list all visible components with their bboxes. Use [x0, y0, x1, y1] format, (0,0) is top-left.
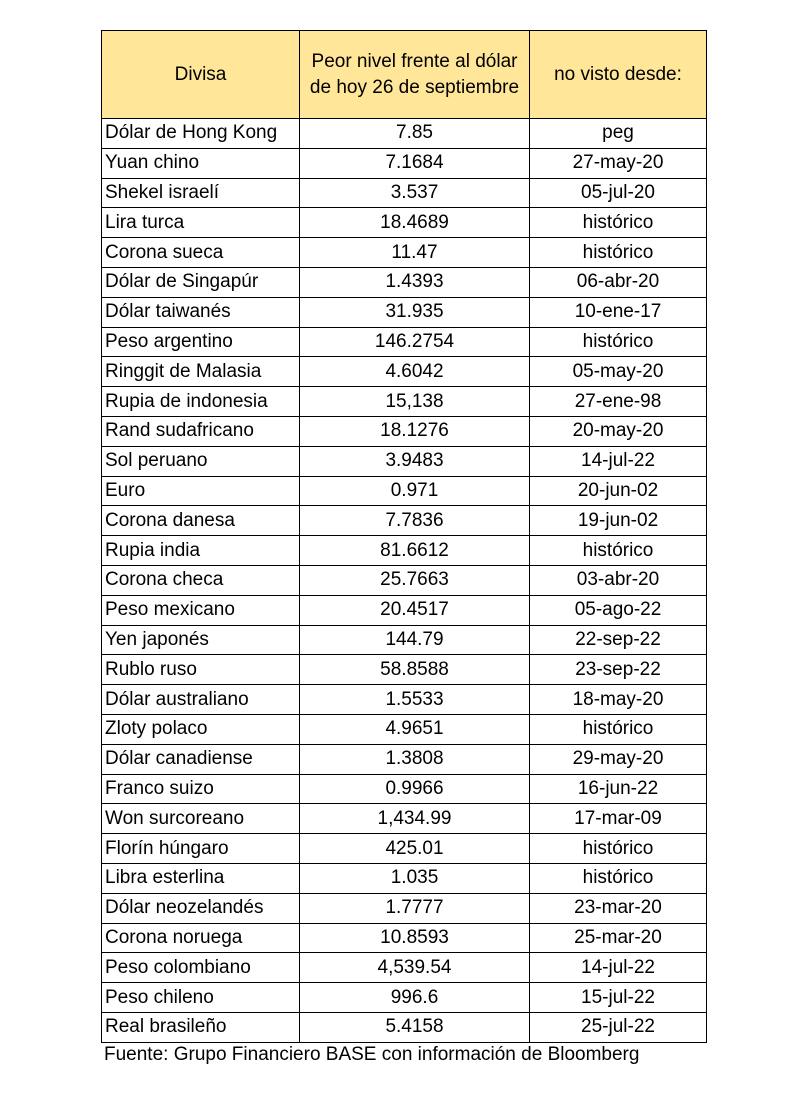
worst-level-cell: 5.4158 — [300, 1012, 530, 1042]
table-row — [102, 416, 707, 446]
currency-name-cell: Zloty polaco — [102, 714, 300, 744]
worst-level-cell: 31.935 — [300, 297, 530, 327]
not-seen-since-cell: 27-ene-98 — [530, 387, 707, 417]
header-currency: Divisa — [102, 31, 300, 119]
currency-name-cell: Dólar de Singapúr — [102, 267, 300, 297]
not-seen-since-cell: 05-jul-20 — [530, 178, 707, 208]
currency-name-cell: Ringgit de Malasia — [102, 357, 300, 387]
currency-name-cell: Corona danesa — [102, 506, 300, 536]
currency-name-cell: Won surcoreano — [102, 804, 300, 834]
currency-name-cell: Florín húngaro — [102, 834, 300, 864]
worst-level-cell: 1,434.99 — [300, 804, 530, 834]
not-seen-since-cell: 20-jun-02 — [530, 476, 707, 506]
not-seen-since-cell: 14-jul-22 — [530, 953, 707, 983]
not-seen-since-cell: 05-may-20 — [530, 357, 707, 387]
table-row — [102, 804, 707, 834]
table-row — [102, 893, 707, 923]
not-seen-since-cell: 25-mar-20 — [530, 923, 707, 953]
not-seen-since-cell: 10-ene-17 — [530, 297, 707, 327]
not-seen-since-cell: histórico — [530, 863, 707, 893]
worst-level-cell: 1.4393 — [300, 267, 530, 297]
not-seen-since-cell: 14-jul-22 — [530, 446, 707, 476]
worst-level-cell: 1.7777 — [300, 893, 530, 923]
worst-level-cell: 1.3808 — [300, 744, 530, 774]
currency-name-cell: Peso argentino — [102, 327, 300, 357]
currency-name-cell: Dólar de Hong Kong — [102, 119, 300, 149]
worst-level-cell: 7.7836 — [300, 506, 530, 536]
worst-level-cell: 7.85 — [300, 119, 530, 149]
table-row — [102, 685, 707, 715]
table-row — [102, 863, 707, 893]
header-worst-level: Peor nivel frente al dólar de hoy 26 de septiembre — [300, 31, 530, 119]
not-seen-since-cell: 17-mar-09 — [530, 804, 707, 834]
table-row — [102, 506, 707, 536]
currency-name-cell: Peso colombiano — [102, 953, 300, 983]
worst-level-cell: 4.9651 — [300, 714, 530, 744]
worst-level-cell: 81.6612 — [300, 536, 530, 566]
not-seen-since-cell: histórico — [530, 238, 707, 268]
table-row — [102, 774, 707, 804]
not-seen-since-cell: 05-ago-22 — [530, 595, 707, 625]
worst-level-cell: 996.6 — [300, 983, 530, 1013]
table-row — [102, 983, 707, 1013]
table-row — [102, 595, 707, 625]
table-row — [102, 565, 707, 595]
currency-name-cell: Corona sueca — [102, 238, 300, 268]
table-row — [102, 923, 707, 953]
table-row — [102, 1012, 707, 1042]
currency-name-cell: Dólar australiano — [102, 685, 300, 715]
currency-name-cell: Rublo ruso — [102, 655, 300, 685]
table-row — [102, 178, 707, 208]
currency-name-cell: Corona checa — [102, 565, 300, 595]
worst-level-cell: 3.537 — [300, 178, 530, 208]
currency-name-cell: Dólar taiwanés — [102, 297, 300, 327]
table-row — [102, 953, 707, 983]
currency-name-cell: Dólar canadiense — [102, 744, 300, 774]
currency-name-cell: Rand sudafricano — [102, 416, 300, 446]
worst-level-cell: 15,138 — [300, 387, 530, 417]
not-seen-since-cell: histórico — [530, 327, 707, 357]
not-seen-since-cell: 23-sep-22 — [530, 655, 707, 685]
currency-name-cell: Franco suizo — [102, 774, 300, 804]
table-row — [102, 357, 707, 387]
worst-level-cell: 11.47 — [300, 238, 530, 268]
currency-name-cell: Rupia india — [102, 536, 300, 566]
worst-level-cell: 18.4689 — [300, 208, 530, 238]
not-seen-since-cell: 18-may-20 — [530, 685, 707, 715]
currency-name-cell: Yen japonés — [102, 625, 300, 655]
worst-level-cell: 7.1684 — [300, 148, 530, 178]
currency-name-cell: Peso chileno — [102, 983, 300, 1013]
worst-level-cell: 0.9966 — [300, 774, 530, 804]
not-seen-since-cell: 19-jun-02 — [530, 506, 707, 536]
worst-level-cell: 10.8593 — [300, 923, 530, 953]
not-seen-since-cell: 22-sep-22 — [530, 625, 707, 655]
table-row — [102, 744, 707, 774]
currency-name-cell: Lira turca — [102, 208, 300, 238]
not-seen-since-cell: histórico — [530, 714, 707, 744]
table-row — [102, 297, 707, 327]
currency-table — [101, 30, 707, 1043]
table-row — [102, 476, 707, 506]
not-seen-since-cell: 16-jun-22 — [530, 774, 707, 804]
worst-level-cell: 0.971 — [300, 476, 530, 506]
table-row — [102, 625, 707, 655]
not-seen-since-cell: 03-abr-20 — [530, 565, 707, 595]
table-body — [102, 119, 707, 1043]
worst-level-cell: 425.01 — [300, 834, 530, 864]
table-row — [102, 714, 707, 744]
currency-name-cell: Peso mexicano — [102, 595, 300, 625]
currency-name-cell: Rupia de indonesia — [102, 387, 300, 417]
not-seen-since-cell: histórico — [530, 208, 707, 238]
worst-level-cell: 4,539.54 — [300, 953, 530, 983]
table-row — [102, 655, 707, 685]
not-seen-since-cell: 27-may-20 — [530, 148, 707, 178]
table-row — [102, 119, 707, 149]
currency-name-cell: Libra esterlina — [102, 863, 300, 893]
worst-level-cell: 1.035 — [300, 863, 530, 893]
currency-name-cell: Corona noruega — [102, 923, 300, 953]
not-seen-since-cell: 20-may-20 — [530, 416, 707, 446]
table-row — [102, 267, 707, 297]
source-note: Fuente: Grupo Financiero BASE con información de Bloomberg — [104, 1044, 640, 1065]
worst-level-cell: 58.8588 — [300, 655, 530, 685]
table-row — [102, 387, 707, 417]
worst-level-cell: 144.79 — [300, 625, 530, 655]
currency-name-cell: Yuan chino — [102, 148, 300, 178]
currency-name-cell: Shekel israelí — [102, 178, 300, 208]
worst-level-cell: 3.9483 — [300, 446, 530, 476]
table-row — [102, 834, 707, 864]
not-seen-since-cell: 23-mar-20 — [530, 893, 707, 923]
currency-name-cell: Sol peruano — [102, 446, 300, 476]
not-seen-since-cell: 06-abr-20 — [530, 267, 707, 297]
not-seen-since-cell: histórico — [530, 536, 707, 566]
not-seen-since-cell: 25-jul-22 — [530, 1012, 707, 1042]
currency-name-cell: Euro — [102, 476, 300, 506]
worst-level-cell: 1.5533 — [300, 685, 530, 715]
not-seen-since-cell: 15-jul-22 — [530, 983, 707, 1013]
table-row — [102, 327, 707, 357]
table-header-row — [102, 31, 707, 119]
currency-name-cell: Dólar neozelandés — [102, 893, 300, 923]
table-row — [102, 208, 707, 238]
worst-level-cell: 18.1276 — [300, 416, 530, 446]
table-row — [102, 148, 707, 178]
worst-level-cell: 146.2754 — [300, 327, 530, 357]
not-seen-since-cell: histórico — [530, 834, 707, 864]
worst-level-cell: 4.6042 — [300, 357, 530, 387]
not-seen-since-cell: 29-may-20 — [530, 744, 707, 774]
table-row — [102, 446, 707, 476]
currency-name-cell: Real brasileño — [102, 1012, 300, 1042]
table-row — [102, 238, 707, 268]
worst-level-cell: 25.7663 — [300, 565, 530, 595]
table-row — [102, 536, 707, 566]
worst-level-cell: 20.4517 — [300, 595, 530, 625]
not-seen-since-cell: peg — [530, 119, 707, 149]
header-not-seen-since: no visto desde: — [530, 31, 707, 119]
